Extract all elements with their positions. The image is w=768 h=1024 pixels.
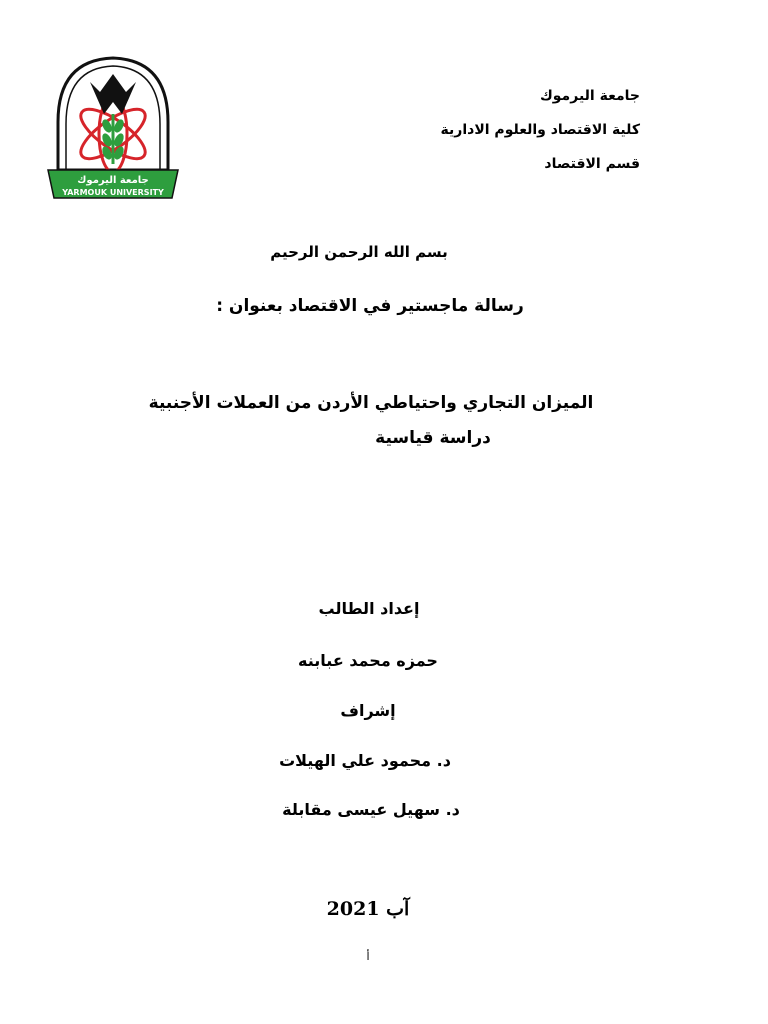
logo-arabic-text: جامعة اليرموك [77, 175, 149, 186]
supervisor-1: د. محمود علي الهيلات [279, 751, 451, 770]
thesis-title-line-1: الميزان التجاري واحتياطي الأردن من العملات الأجنبية [148, 393, 594, 413]
submission-date: آب 2021 [326, 898, 410, 920]
thesis-title-line-2: دراسة قياسية [375, 428, 491, 448]
department-name: قسم الاقتصاد [544, 156, 640, 172]
faculty-name: كلية الاقتصاد والعلوم الادارية [440, 122, 640, 138]
basmala: بسم الله الرحمن الرحيم [270, 243, 448, 261]
page-number: أ [366, 950, 370, 963]
university-name: جامعة اليرموك [539, 88, 640, 104]
supervision-label: إشراف [340, 701, 396, 720]
logo-english-text: YARMOUK UNIVERSITY [62, 188, 164, 197]
yarmouk-university-logo [46, 52, 180, 202]
thesis-label: رسالة ماجستير في الاقتصاد بعنوان : [216, 296, 524, 316]
student-name: حمزه محمد عبابنه [298, 651, 438, 670]
prepared-by-label: إعداد الطالب [318, 599, 420, 618]
supervisor-2: د. سهيل عيسى مقابلة [282, 800, 460, 819]
